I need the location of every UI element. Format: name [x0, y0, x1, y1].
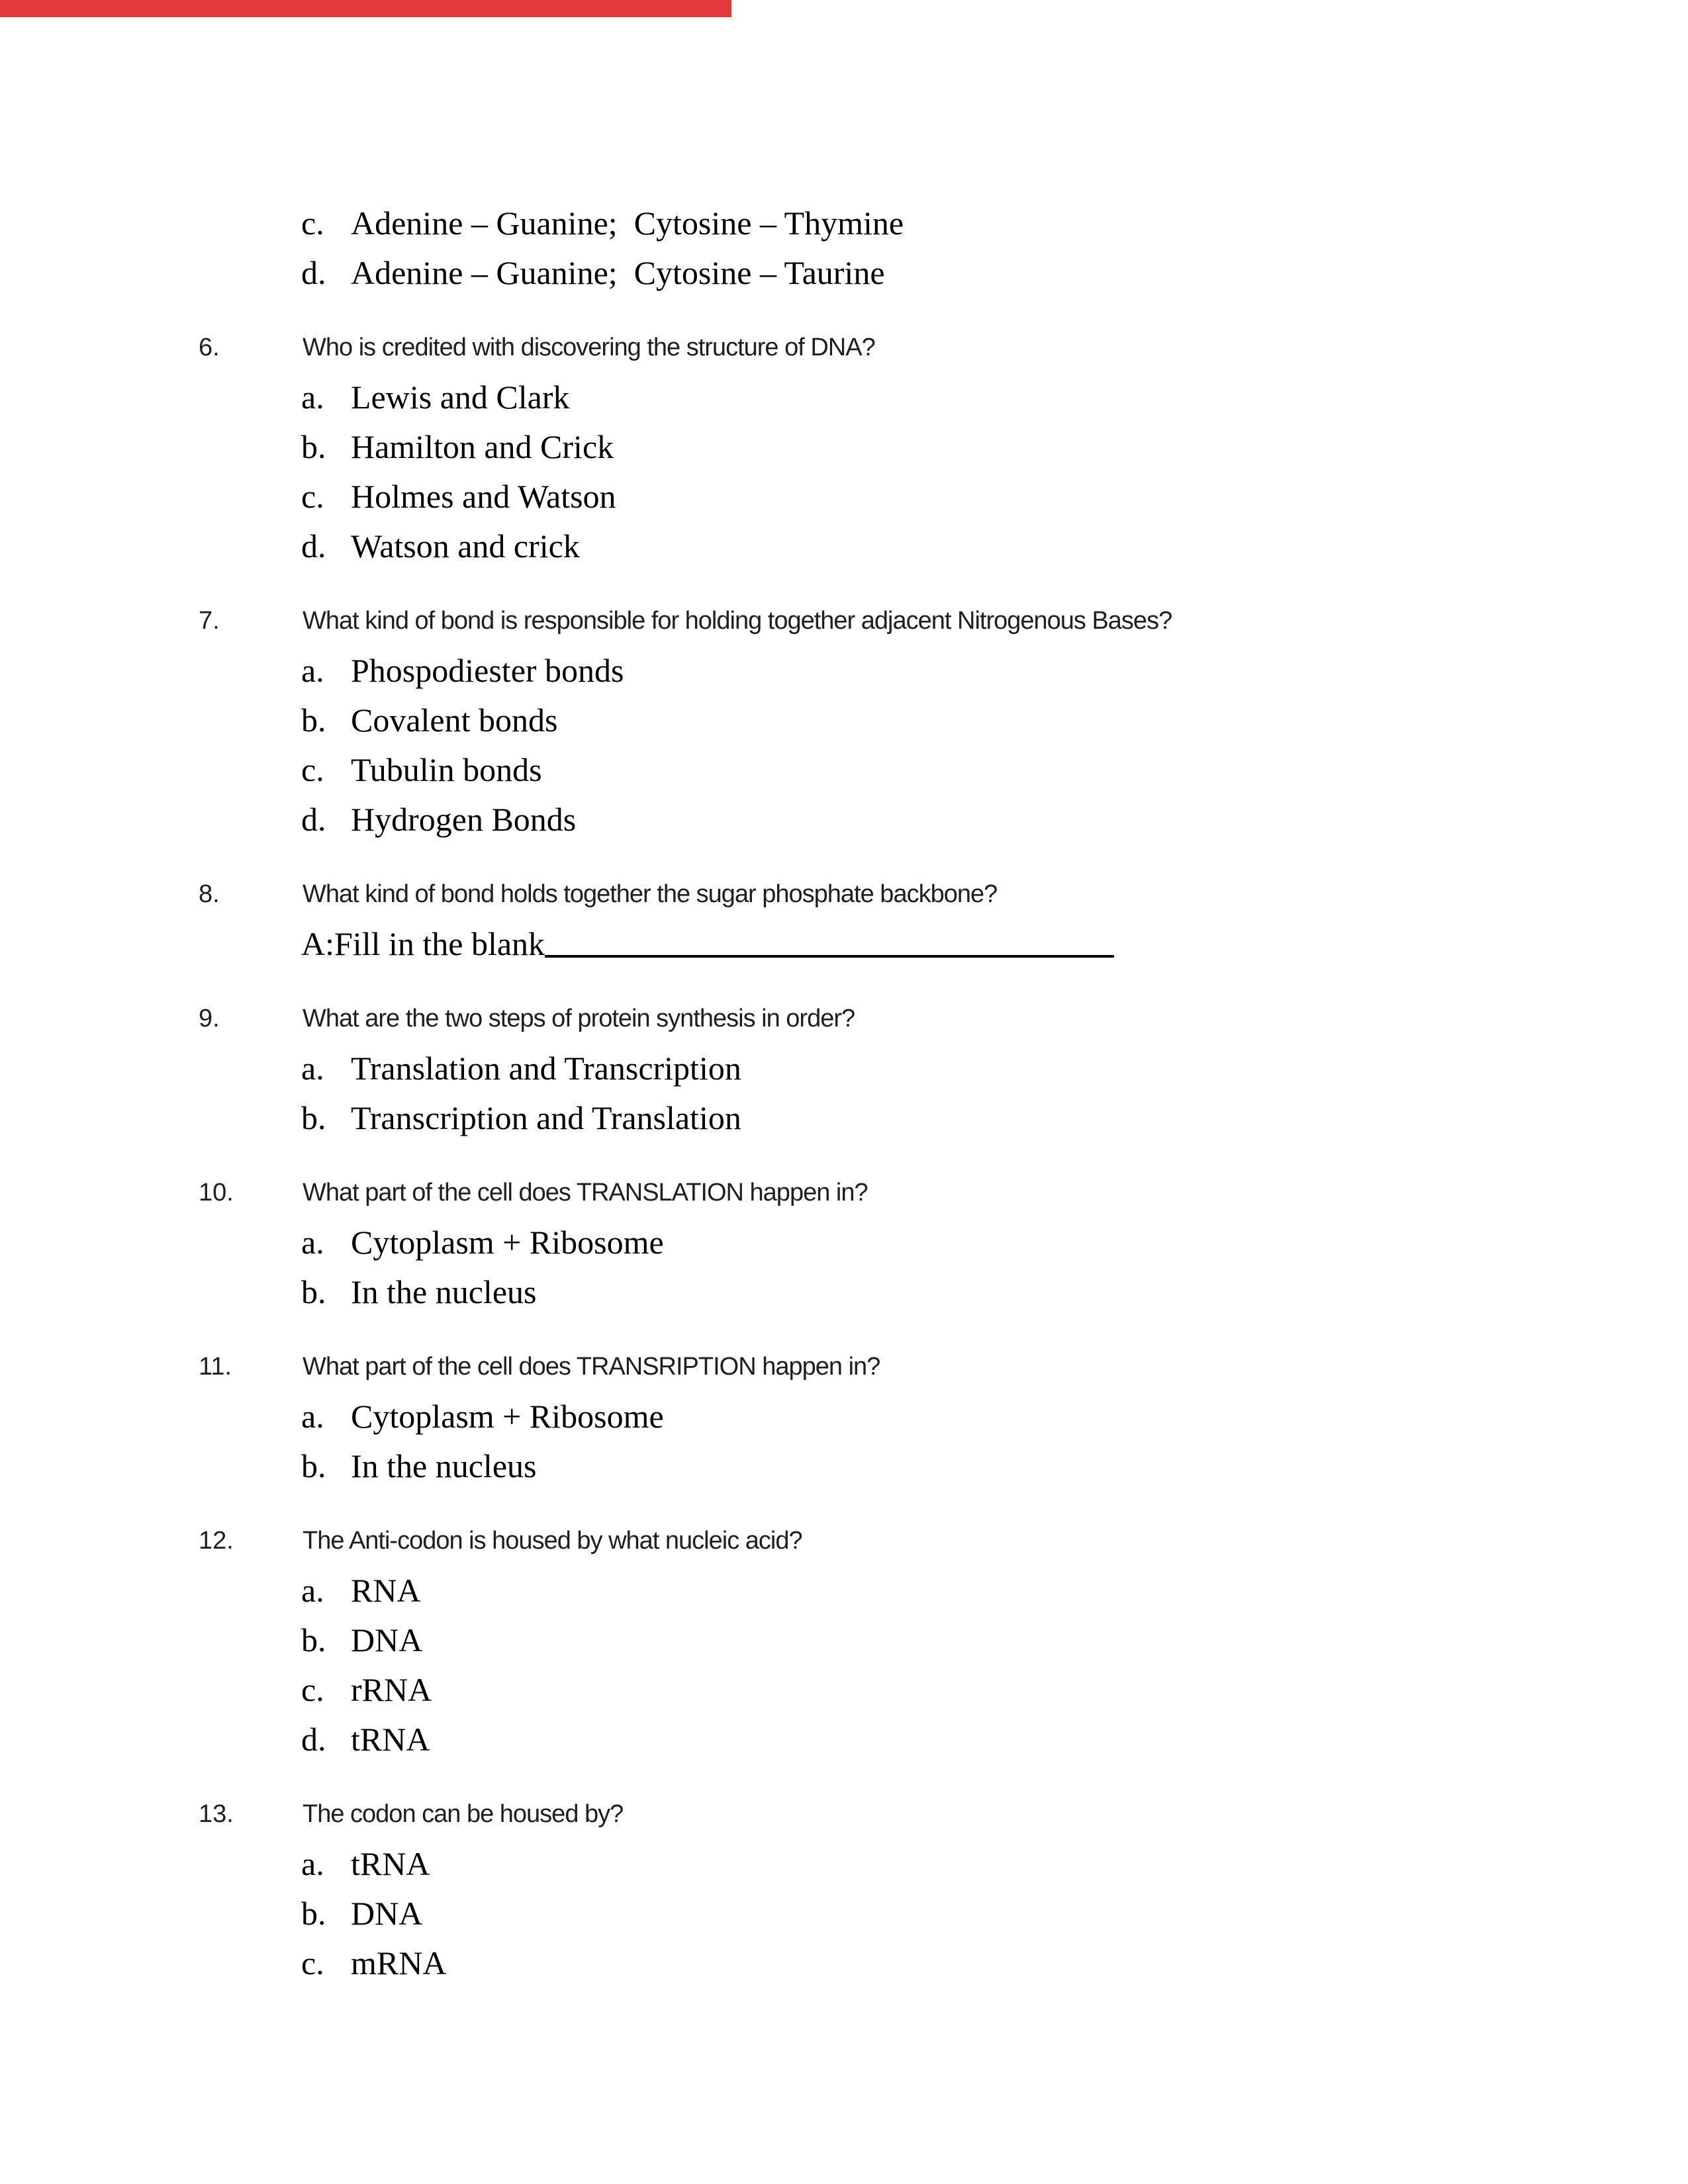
option-text: Hamilton and Crick — [351, 428, 614, 465]
option-text: DNA — [351, 1621, 423, 1659]
option-letter: c. — [301, 205, 324, 242]
question-row — [0, 1516, 1688, 1566]
question-row — [0, 596, 1688, 646]
question-text: The codon can be housed by? — [303, 1800, 624, 1828]
option-letter: a. — [301, 1050, 324, 1087]
fill-in-answer-row — [0, 919, 1688, 969]
option-row — [0, 422, 1688, 472]
question-text: What kind of bond holds together the sugar phosphate backbone? — [303, 880, 998, 908]
option-row — [0, 1889, 1688, 1938]
question-number: 13. — [199, 1800, 234, 1828]
option-row — [0, 1566, 1688, 1615]
option-letter: b. — [301, 1621, 326, 1659]
option-letter: a. — [301, 1224, 324, 1261]
option-letter: b. — [301, 702, 326, 739]
option-row — [0, 1267, 1688, 1317]
option-text: RNA — [351, 1572, 421, 1609]
question-number: 8. — [199, 880, 220, 908]
option-letter: b. — [301, 1895, 326, 1932]
option-row — [0, 795, 1688, 844]
question-text: What part of the cell does TRANSLATION happen in? — [303, 1179, 868, 1206]
option-letter: c. — [301, 478, 324, 515]
option-text: DNA — [351, 1895, 423, 1932]
option-letter: d. — [301, 254, 326, 291]
option-text: rRNA — [351, 1671, 432, 1708]
option-row — [0, 1392, 1688, 1441]
option-row — [0, 248, 1688, 298]
option-text: Adenine – Guanine; Cytosine – Taurine — [351, 254, 885, 291]
option-row — [0, 1093, 1688, 1143]
option-text: In the nucleus — [351, 1273, 537, 1310]
option-text: Holmes and Watson — [351, 478, 616, 515]
option-row — [0, 522, 1688, 571]
question-text: Who is credited with discovering the structure of DNA? — [303, 334, 875, 361]
option-letter: c. — [301, 1671, 324, 1708]
option-text: Watson and crick — [351, 527, 580, 565]
option-row — [0, 1044, 1688, 1093]
question-text: The Anti-codon is housed by what nucleic acid? — [303, 1527, 802, 1555]
option-row — [0, 199, 1688, 248]
question-number: 9. — [199, 1005, 220, 1032]
option-row — [0, 1715, 1688, 1764]
question-row — [0, 1790, 1688, 1839]
option-text: Tubulin bonds — [351, 751, 542, 788]
option-text: Cytoplasm + Ribosome — [351, 1398, 664, 1435]
option-letter: b. — [301, 1273, 326, 1310]
option-text: Hydrogen Bonds — [351, 801, 577, 838]
question-number: 10. — [199, 1179, 234, 1206]
fill-in-label: A:Fill in the blank — [301, 925, 545, 962]
option-text: Covalent bonds — [351, 702, 558, 739]
question-number: 7. — [199, 607, 220, 635]
option-letter: c. — [301, 751, 324, 788]
option-letter: a. — [301, 1572, 324, 1609]
option-letter: a. — [301, 1398, 324, 1435]
option-row — [0, 1839, 1688, 1889]
option-text: Translation and Transcription — [351, 1050, 741, 1087]
option-letter: a. — [301, 1845, 324, 1882]
question-number: 11. — [199, 1353, 232, 1381]
question-text: What are the two steps of protein synthesis in order? — [303, 1005, 855, 1032]
option-row — [0, 472, 1688, 522]
question-row — [0, 1168, 1688, 1218]
option-row — [0, 646, 1688, 696]
question-row — [0, 994, 1688, 1044]
option-letter: b. — [301, 428, 326, 465]
option-text: mRNA — [351, 1944, 447, 1981]
option-row — [0, 696, 1688, 745]
option-letter: a. — [301, 379, 324, 416]
option-row — [0, 1665, 1688, 1715]
question-text: What part of the cell does TRANSRIPTION happen in? — [303, 1353, 880, 1381]
option-letter: a. — [301, 652, 324, 689]
option-row — [0, 1938, 1688, 1988]
option-letter: d. — [301, 527, 326, 565]
option-text: tRNA — [351, 1845, 430, 1882]
fill-in-blank-line — [545, 952, 1114, 958]
option-letter: d. — [301, 801, 326, 838]
question-row — [0, 323, 1688, 373]
question-text: What kind of bond is responsible for holding together adjacent Nitrogenous Bases? — [303, 607, 1172, 635]
option-text: Cytoplasm + Ribosome — [351, 1224, 664, 1261]
option-row — [0, 745, 1688, 795]
option-row — [0, 373, 1688, 422]
option-text: Lewis and Clark — [351, 379, 570, 416]
option-row — [0, 1441, 1688, 1491]
question-row — [0, 870, 1688, 919]
option-text: Phospodiester bonds — [351, 652, 624, 689]
option-text: tRNA — [351, 1721, 430, 1758]
question-number: 6. — [199, 334, 220, 361]
option-letter: b. — [301, 1447, 326, 1484]
option-text: Adenine – Guanine; Cytosine – Thymine — [351, 205, 904, 242]
option-row — [0, 1615, 1688, 1665]
option-text: Transcription and Translation — [351, 1099, 741, 1136]
option-text: In the nucleus — [351, 1447, 537, 1484]
question-row — [0, 1342, 1688, 1392]
option-letter: c. — [301, 1944, 324, 1981]
option-letter: d. — [301, 1721, 326, 1758]
option-letter: b. — [301, 1099, 326, 1136]
option-row — [0, 1218, 1688, 1267]
question-number: 12. — [199, 1527, 234, 1555]
